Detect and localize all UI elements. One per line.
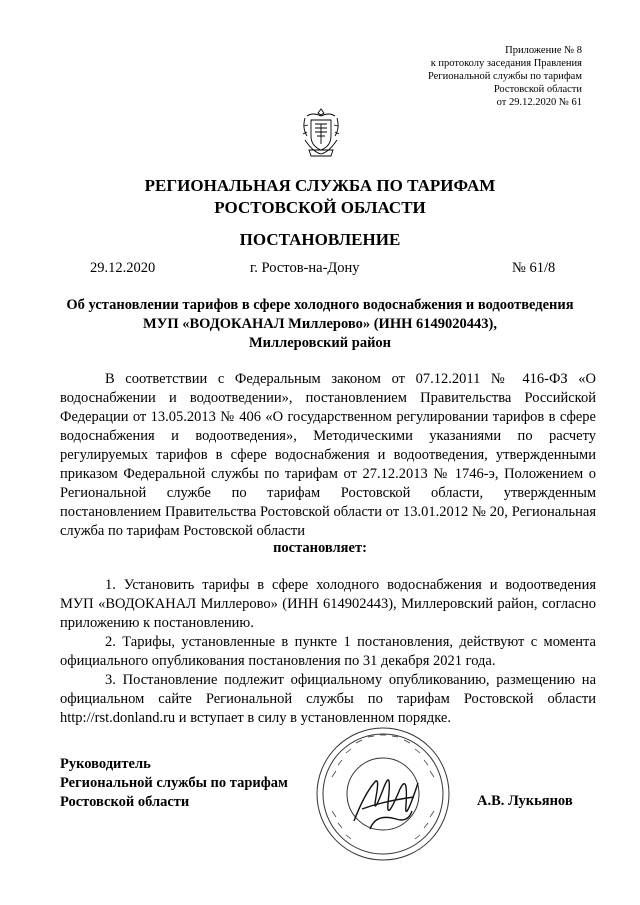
resolution-item: 1. Установить тарифы в сфере холодного водоснабжения и водоотведения МУП «ВОДОКАНАЛ Миллерово» (ИНН 614902443), Миллеровский район, согласно приложению к постановлению. bbox=[60, 577, 596, 631]
resolution-item: 3. Постановление подлежит официальному опубликованию, размещению на официальном сайте Региональной службы по тарифам Ростовской области http://rst.donland.ru и вступает в силу в установленном порядке. bbox=[60, 672, 596, 726]
document-subject bbox=[60, 296, 580, 353]
signatory-line: Ростовской области bbox=[60, 794, 190, 810]
annex-line: от 29.12.2020 № 61 bbox=[496, 97, 582, 108]
official-stamp-icon bbox=[314, 725, 452, 863]
annex-line: Ростовской области bbox=[493, 84, 582, 95]
annex-note bbox=[362, 44, 582, 109]
resolution-item: 2. Тарифы, установленные в пункте 1 постановления, действуют с момента официального опубликования постановления по 31 декабря 2021 года. bbox=[60, 634, 596, 669]
document-type: ПОСТАНОВЛЕНИЕ bbox=[239, 230, 401, 249]
resolution-keyword: постановляет: bbox=[273, 540, 367, 556]
signatory-line: Руководитель bbox=[60, 756, 151, 772]
coat-of-arms-icon bbox=[299, 106, 343, 158]
subject-line: МУП «ВОДОКАНАЛ Миллерово» (ИНН 6149020443), bbox=[143, 316, 497, 332]
document-city: г. Ростов-на-Дону bbox=[250, 260, 360, 276]
org-line: РЕГИОНАЛЬНАЯ СЛУЖБА ПО ТАРИФАМ bbox=[144, 176, 496, 195]
signatory-line: Региональной службы по тарифам bbox=[60, 775, 288, 791]
resolution-items bbox=[60, 576, 596, 728]
document-date: 29.12.2020 bbox=[90, 260, 156, 276]
preamble-paragraph: В соответствии с Федеральным законом от 07.12.2011 № 416-ФЗ «О водоснабжении и водоотведении», постановлением Правительства Российской Федерации от 13.05.2013 № 406 «О государственном регулировании тарифов в сфере водоснабжения и водоотведения», Методическими указаниями по расчету регулируемых тарифов в сфере водоснабжения и водоотведения, утвержденными приказом Федеральной службы по тарифам от 27.12.2013 № 1746-э, Положением о Региональной службе по тарифам Ростовской области, утвержденным постановлением Правительства Ростовской области от 13.01.2012 № 20, Региональная служба по тарифам Ростовской области bbox=[60, 371, 596, 539]
annex-line: Приложение № 8 bbox=[505, 45, 582, 56]
annex-line: к протоколу заседания Правления bbox=[430, 58, 582, 69]
subject-line: Об установлении тарифов в сфере холодного водоснабжения и водоотведения bbox=[66, 297, 574, 313]
subject-line: Миллеровский район bbox=[248, 335, 392, 351]
signatory-name: А.В. Лукьянов bbox=[477, 793, 573, 809]
handwritten-signature bbox=[354, 780, 418, 829]
org-line: РОСТОВСКОЙ ОБЛАСТИ bbox=[214, 198, 426, 217]
document-number: № 61/8 bbox=[512, 260, 556, 276]
signatory-title bbox=[60, 755, 288, 812]
annex-line: Региональной службы по тарифам bbox=[427, 71, 582, 82]
organization-title bbox=[0, 175, 640, 219]
